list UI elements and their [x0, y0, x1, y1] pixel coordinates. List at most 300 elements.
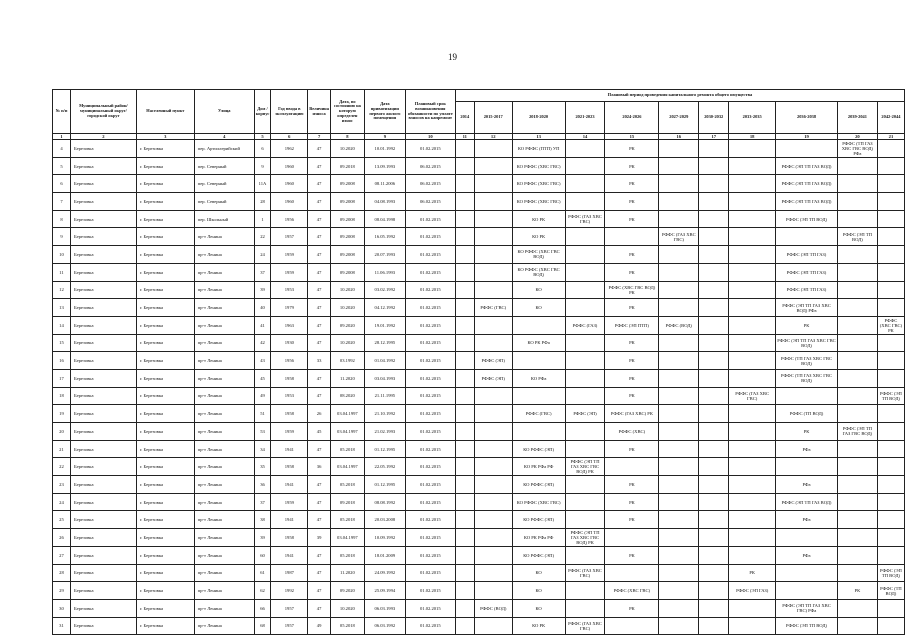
row-period-cell	[729, 529, 776, 547]
row-period-cell: РК	[605, 175, 659, 193]
row-period-cell	[837, 599, 877, 617]
row-period-cell: РК	[605, 440, 659, 458]
row-deadline: 01.02.2015	[405, 228, 455, 246]
table-row	[53, 546, 905, 564]
row-deadline: 01.02.2015	[405, 316, 455, 334]
table-row	[53, 493, 905, 511]
row-district: Березовка	[70, 493, 136, 511]
row-period-cell	[565, 175, 605, 193]
row-period-cell: РК	[776, 423, 838, 441]
row-period-cell	[877, 175, 904, 193]
row-settlement: г. Березовка	[136, 228, 194, 246]
table-row	[53, 440, 905, 458]
row-period-cell	[455, 405, 474, 423]
row-period-cell: РФФС (ЭП ТП ГАЗ ВОД)	[776, 493, 838, 511]
row-period-cell	[659, 511, 699, 529]
row-settlement: г. Березовка	[136, 599, 194, 617]
row-period-cell: КО	[512, 564, 565, 582]
table-row	[53, 246, 905, 264]
row-period-cell	[659, 246, 699, 264]
row-period-cell	[729, 316, 776, 334]
row-period-cell	[729, 193, 776, 211]
row-period-cell: РФФС (ЭП)	[474, 369, 512, 387]
row-num: 17	[53, 369, 71, 387]
row-period-cell	[837, 281, 877, 299]
row-street: пр-т Ленина	[194, 352, 254, 370]
table-row	[53, 140, 905, 158]
row-period-cell	[659, 476, 699, 494]
row-year: 1957	[271, 599, 308, 617]
row-privatization: 24.09.1992	[364, 564, 405, 582]
row-period-cell	[455, 175, 474, 193]
header-period: 2030-2032	[699, 102, 729, 134]
row-settlement: г. Березовка	[136, 157, 194, 175]
row-period-cell	[605, 617, 659, 635]
row-period-cell	[474, 546, 512, 564]
row-period-cell	[455, 564, 474, 582]
row-period-cell	[474, 334, 512, 352]
row-period-cell	[729, 423, 776, 441]
row-period-cell: РФФС (ЭП ТП ВОД)	[877, 564, 904, 582]
table-row	[53, 334, 905, 352]
row-wear-date: 05.2018	[330, 440, 364, 458]
row-wear: 47	[308, 140, 331, 158]
row-num: 19	[53, 405, 71, 423]
row-period-cell	[455, 228, 474, 246]
column-number: 9	[364, 134, 405, 140]
row-period-cell	[659, 599, 699, 617]
row-period-cell	[455, 263, 474, 281]
capital-repair-table	[52, 89, 905, 635]
row-settlement: г. Березовка	[136, 476, 194, 494]
row-period-cell: РФФС (ЭП ТП ГАЗ)	[776, 281, 838, 299]
row-period-cell	[474, 246, 512, 264]
row-wear-date: 03.04.1997	[330, 405, 364, 423]
row-deadline: 01.02.2015	[405, 405, 455, 423]
row-period-cell	[659, 210, 699, 228]
row-settlement: г. Березовка	[136, 493, 194, 511]
header-period: 2021-2023	[565, 102, 605, 134]
row-period-cell	[455, 617, 474, 635]
row-deadline: 01.02.2015	[405, 352, 455, 370]
row-year: 1958	[271, 458, 308, 476]
row-period-cell	[776, 387, 838, 405]
row-district: Березовка	[70, 140, 136, 158]
row-period-cell: РФФС (ГАЗ ХВС ГВС)	[565, 210, 605, 228]
row-deadline: 01.02.2015	[405, 246, 455, 264]
row-settlement: г. Березовка	[136, 511, 194, 529]
row-settlement: г. Березовка	[136, 352, 194, 370]
row-num: 21	[53, 440, 71, 458]
row-settlement: г. Березовка	[136, 387, 194, 405]
row-district: Березовка	[70, 564, 136, 582]
row-deadline: 06.02.2015	[405, 175, 455, 193]
row-period-cell	[837, 246, 877, 264]
header-wear: Величина износа	[308, 90, 331, 134]
header-house: Дом / корпус	[254, 90, 271, 134]
row-year: 1960	[271, 157, 308, 175]
row-deadline: 01.02.2015	[405, 617, 455, 635]
row-period-cell	[729, 299, 776, 317]
row-wear: 47	[308, 440, 331, 458]
header-period: 2024-2026	[605, 102, 659, 134]
row-period-cell	[877, 334, 904, 352]
table-row	[53, 281, 905, 299]
row-settlement: г. Березовка	[136, 140, 194, 158]
row-house: 38	[254, 511, 271, 529]
row-district: Березовка	[70, 316, 136, 334]
row-house: 62	[254, 582, 271, 600]
row-period-cell: РК	[605, 511, 659, 529]
row-period-cell	[455, 281, 474, 299]
row-period-cell: РФФС (ТП ГАЗ ХВС ГВС ВОД) РФа	[837, 140, 877, 158]
row-period-cell	[699, 458, 729, 476]
column-number: 4	[194, 134, 254, 140]
row-period-cell: РФФС (ВОД)	[659, 316, 699, 334]
row-period-cell	[565, 140, 605, 158]
row-wear-date: 05.2018	[330, 617, 364, 635]
row-privatization: 19.01.1992	[364, 316, 405, 334]
row-wear-date: 03.04.1997	[330, 423, 364, 441]
row-street: пр-т Ленина	[194, 228, 254, 246]
column-number: 19	[776, 134, 838, 140]
row-period-cell	[699, 157, 729, 175]
row-period-cell: РФФС (ЭП ТП ВОД)	[776, 617, 838, 635]
table-row	[53, 564, 905, 582]
row-privatization: 08.04.1998	[364, 210, 405, 228]
row-period-cell	[659, 546, 699, 564]
column-number: 16	[659, 134, 699, 140]
row-period-cell: КО РФФС (ЭП)	[512, 440, 565, 458]
row-year: 1959	[271, 246, 308, 264]
row-wear-date: 11.2020	[330, 369, 364, 387]
row-period-cell	[474, 564, 512, 582]
row-deadline: 01.02.2015	[405, 423, 455, 441]
row-wear-date: 03.1992	[330, 352, 364, 370]
row-year: 1957	[271, 617, 308, 635]
row-num: 16	[53, 352, 71, 370]
row-period-cell	[455, 140, 474, 158]
row-period-cell	[729, 511, 776, 529]
row-period-cell: РК	[605, 299, 659, 317]
row-period-cell	[729, 175, 776, 193]
row-wear-date: 03.04.1997	[330, 458, 364, 476]
row-period-cell: КО	[512, 281, 565, 299]
table-row	[53, 458, 905, 476]
row-district: Березовка	[70, 582, 136, 600]
row-period-cell	[699, 193, 729, 211]
row-period-cell: РФФС (ГАЗ ХВС ГВС)	[565, 564, 605, 582]
row-district: Березовка	[70, 546, 136, 564]
row-period-cell	[455, 582, 474, 600]
row-wear: 49	[308, 617, 331, 635]
row-privatization: 11.06.1993	[364, 263, 405, 281]
header-period: 2018-2020	[512, 102, 565, 134]
row-num: 7	[53, 193, 71, 211]
table-row	[53, 617, 905, 635]
row-wear: 36	[308, 458, 331, 476]
row-period-cell	[565, 387, 605, 405]
row-period-cell: КО РФФС (ХВС ГВС)	[512, 493, 565, 511]
row-period-cell	[474, 529, 512, 547]
row-period-cell	[837, 405, 877, 423]
header-period: 2033-2035	[729, 102, 776, 134]
row-period-cell: РК	[729, 564, 776, 582]
row-period-cell: РК	[776, 316, 838, 334]
row-period-cell	[659, 493, 699, 511]
row-period-cell	[699, 617, 729, 635]
row-period-cell	[455, 546, 474, 564]
row-privatization: 06.03.1992	[364, 617, 405, 635]
row-period-cell	[605, 564, 659, 582]
row-deadline: 01.02.2015	[405, 369, 455, 387]
row-period-cell	[659, 157, 699, 175]
row-period-cell	[659, 352, 699, 370]
row-period-cell: КО РФФС (ЭП)	[512, 511, 565, 529]
row-privatization: 20.03.2008	[364, 511, 405, 529]
column-number: 6	[271, 134, 308, 140]
row-district: Березовка	[70, 423, 136, 441]
row-num: 22	[53, 458, 71, 476]
row-house: 34	[254, 440, 271, 458]
row-period-cell	[455, 352, 474, 370]
row-period-cell	[877, 352, 904, 370]
row-num: 4	[53, 140, 71, 158]
row-settlement: г. Березовка	[136, 440, 194, 458]
row-period-cell	[659, 440, 699, 458]
row-period-cell	[699, 369, 729, 387]
row-period-cell	[455, 369, 474, 387]
row-house: 35	[254, 458, 271, 476]
row-period-cell	[659, 617, 699, 635]
row-period-cell: КО РФФС (ПТП) УП	[512, 140, 565, 158]
row-district: Березовка	[70, 352, 136, 370]
row-wear-date: 11.2020	[330, 564, 364, 582]
row-district: Березовка	[70, 511, 136, 529]
row-period-cell	[837, 263, 877, 281]
row-period-cell: РФФС (ГАЗ)	[565, 316, 605, 334]
column-number: 18	[729, 134, 776, 140]
row-period-cell	[455, 157, 474, 175]
row-wear: 47	[308, 582, 331, 600]
row-period-cell	[565, 157, 605, 175]
row-privatization: 10.09.1992	[364, 529, 405, 547]
row-period-cell: КО РФФС (ХВС ГВС)	[512, 157, 565, 175]
row-period-cell	[699, 263, 729, 281]
row-period-cell: РФФС (ГАЗ ХВС) РК	[605, 405, 659, 423]
row-period-cell: РФФС (ЭП ТП ГАЗ)	[776, 263, 838, 281]
row-period-cell	[877, 228, 904, 246]
row-wear-date: 05.2018	[330, 476, 364, 494]
row-period-cell: РФФС (ЭП ТП ГАЗ ХВС ГВС ВОД) РК	[565, 529, 605, 547]
row-period-cell	[877, 423, 904, 441]
row-num: 20	[53, 423, 71, 441]
row-period-cell	[565, 352, 605, 370]
row-period-cell: РФФС (ЭП ГАЗ)	[729, 582, 776, 600]
row-period-cell	[776, 458, 838, 476]
header-period: 2015-2017	[474, 102, 512, 134]
row-period-cell: КО РК РФа РФ	[512, 458, 565, 476]
table-row	[53, 228, 905, 246]
header-street: Улица	[194, 90, 254, 134]
row-period-cell: РФФС (ХВС ГВС)	[605, 582, 659, 600]
row-period-cell: РФФС (ТП ВОД)	[877, 582, 904, 600]
row-period-cell	[565, 246, 605, 264]
row-period-cell: РФа	[776, 440, 838, 458]
row-period-cell	[659, 281, 699, 299]
row-wear: 47	[308, 476, 331, 494]
row-period-cell: РФФС (ЭП ТП ГАЗ ХВС ГВС ВОД) РК	[565, 458, 605, 476]
row-district: Березовка	[70, 387, 136, 405]
row-period-cell: РФФС (ЭП ТП ГАЗ ГВС ВОД)	[837, 423, 877, 441]
row-period-cell	[837, 387, 877, 405]
row-period-cell	[837, 352, 877, 370]
column-number: 10	[405, 134, 455, 140]
row-year: 1958	[271, 369, 308, 387]
row-street: пр-т Ленина	[194, 281, 254, 299]
row-wear-date: 10.2020	[330, 334, 364, 352]
row-period-cell	[474, 157, 512, 175]
row-wear-date: 05.2018	[330, 546, 364, 564]
column-number: 1	[53, 134, 71, 140]
row-period-cell: РФФС (ЭП ТП ВОД)	[877, 387, 904, 405]
row-period-cell: КО	[512, 599, 565, 617]
row-privatization: 01.04.1992	[364, 352, 405, 370]
row-year: 1930	[271, 334, 308, 352]
row-period-cell	[474, 281, 512, 299]
row-period-cell	[776, 529, 838, 547]
row-period-cell	[659, 193, 699, 211]
row-period-cell	[455, 210, 474, 228]
row-wear-date: 09.2008	[330, 263, 364, 281]
row-deadline: 01.02.2015	[405, 582, 455, 600]
row-period-cell	[474, 316, 512, 334]
row-street: пр-т Ленина	[194, 316, 254, 334]
row-period-cell	[605, 458, 659, 476]
row-house: 61	[254, 564, 271, 582]
row-period-cell	[877, 493, 904, 511]
row-year: 1959	[271, 493, 308, 511]
row-year: 1987	[271, 564, 308, 582]
row-period-cell: КО РК	[512, 617, 565, 635]
row-street: пр-т Ленина	[194, 511, 254, 529]
row-period-cell	[565, 582, 605, 600]
column-number: 13	[512, 134, 565, 140]
header-settlement: Населенный пункт	[136, 90, 194, 134]
row-period-cell	[699, 423, 729, 441]
row-street: пр-т Ленина	[194, 423, 254, 441]
row-wear-date: 10.2020	[330, 299, 364, 317]
row-period-cell: КО РФФС (ЭП)	[512, 476, 565, 494]
row-street: пр-т Ленина	[194, 369, 254, 387]
row-year: 1953	[271, 281, 308, 299]
row-deadline: 01.02.2015	[405, 493, 455, 511]
row-wear-date: 03.04.1997	[330, 529, 364, 547]
row-house: 68	[254, 617, 271, 635]
row-period-cell	[837, 316, 877, 334]
row-period-cell	[877, 299, 904, 317]
row-privatization: 13.09.1993	[364, 157, 405, 175]
row-year: 1941	[271, 476, 308, 494]
table-row	[53, 263, 905, 281]
row-street: пр-т Ленина	[194, 493, 254, 511]
row-year: 1960	[271, 193, 308, 211]
row-period-cell: РФФС (ВОД)	[474, 599, 512, 617]
row-period-cell	[565, 193, 605, 211]
column-number: 12	[474, 134, 512, 140]
row-period-cell	[474, 263, 512, 281]
row-num: 13	[53, 299, 71, 317]
header-planned-period: Плановый период проведения капитального ремонта общего имущества	[455, 90, 904, 102]
row-period-cell	[837, 546, 877, 564]
row-period-cell	[837, 210, 877, 228]
row-period-cell	[474, 175, 512, 193]
row-deadline: 01.02.2015	[405, 140, 455, 158]
row-period-cell	[455, 316, 474, 334]
row-wear: 47	[308, 564, 331, 582]
row-period-cell	[512, 423, 565, 441]
row-privatization: 22.05.1992	[364, 458, 405, 476]
row-period-cell: РФФС (ЭП ПТП)	[605, 316, 659, 334]
row-district: Березовка	[70, 263, 136, 281]
row-period-cell: РК	[605, 263, 659, 281]
row-settlement: г. Березовка	[136, 263, 194, 281]
row-period-cell	[512, 387, 565, 405]
row-house: 45	[254, 369, 271, 387]
row-house: 22	[254, 228, 271, 246]
row-period-cell	[776, 228, 838, 246]
row-district: Березовка	[70, 617, 136, 635]
row-privatization: 10.01.1992	[364, 140, 405, 158]
row-period-cell	[729, 599, 776, 617]
row-settlement: г. Березовка	[136, 546, 194, 564]
row-house: 39	[254, 529, 271, 547]
row-period-cell: РК	[605, 210, 659, 228]
row-period-cell	[877, 546, 904, 564]
row-period-cell: РФФС (ТП ГАЗ ХВС ГВС ВОД)	[776, 352, 838, 370]
row-wear: 47	[308, 228, 331, 246]
row-period-cell	[699, 493, 729, 511]
row-period-cell	[877, 458, 904, 476]
row-district: Березовка	[70, 405, 136, 423]
row-period-cell	[699, 440, 729, 458]
row-period-cell	[455, 387, 474, 405]
row-year: 1963	[271, 316, 308, 334]
row-period-cell: РФФС (ЭП ТП ГАЗ ХВС ВОД) РФа	[776, 299, 838, 317]
row-privatization: 28.12.1995	[364, 334, 405, 352]
row-district: Березовка	[70, 281, 136, 299]
row-num: 15	[53, 334, 71, 352]
row-period-cell	[605, 529, 659, 547]
row-period-cell	[474, 423, 512, 441]
row-wear-date: 10.2020	[330, 140, 364, 158]
row-period-cell	[776, 564, 838, 582]
row-period-cell	[474, 440, 512, 458]
row-wear: 45	[308, 423, 331, 441]
row-privatization: 06.03.1993	[364, 599, 405, 617]
table-row	[53, 316, 905, 334]
row-period-cell	[474, 228, 512, 246]
row-period-cell	[729, 352, 776, 370]
row-street: пер. Северный	[194, 157, 254, 175]
column-number: 3	[136, 134, 194, 140]
row-wear: 47	[308, 316, 331, 334]
row-period-cell	[512, 316, 565, 334]
row-wear: 47	[308, 263, 331, 281]
row-period-cell	[837, 440, 877, 458]
row-num: 12	[53, 281, 71, 299]
row-district: Березовка	[70, 246, 136, 264]
